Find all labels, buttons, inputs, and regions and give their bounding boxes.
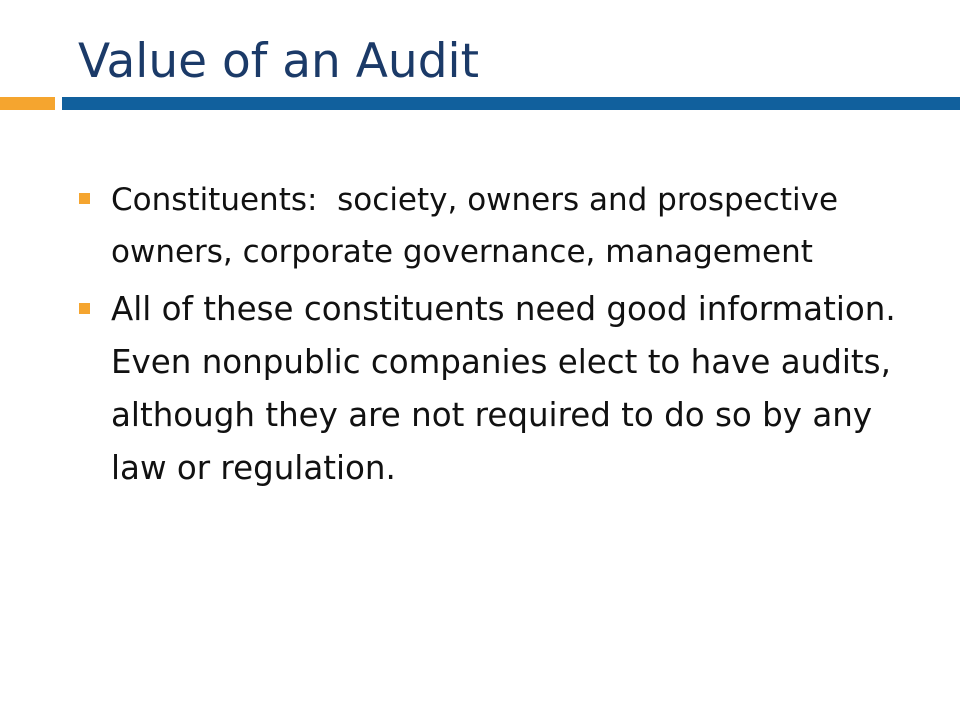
bullet-text-line: Constituents: society, owners and prospective [111,182,839,218]
bullet-text-line: All of these constituents need good information. [111,290,896,328]
title-underline-orange-accent [0,97,55,110]
bullet-text-line: although they are not required to do so by any [111,396,873,434]
bullet-item-good-information [111,283,896,495]
bullet-text-line: Even nonpublic companies elect to have audits, [111,343,891,381]
bullet-item-constituents [111,174,838,278]
slide-title: Value of an Audit [78,34,480,89]
title-underline-blue-bar [62,97,960,110]
bullet-text-line: law or regulation. [111,449,396,487]
square-bullet-icon [79,303,90,314]
bullet-text-line: owners, corporate governance, management [111,234,813,270]
square-bullet-icon [79,193,90,204]
